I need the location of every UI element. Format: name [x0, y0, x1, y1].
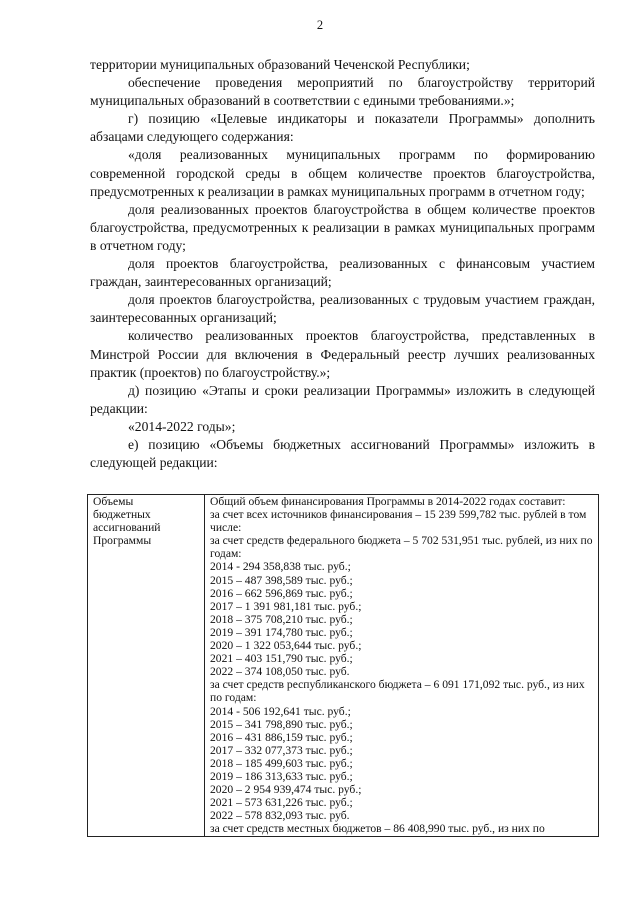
paragraph: «2014-2022 годы»; [128, 418, 236, 434]
budget-content-line: 2016 – 431 886,159 тыс. руб.; [210, 730, 353, 744]
budget-content-line: 2019 – 391 174,780 тыс. руб.; [210, 625, 353, 639]
page-number: 2 [316, 18, 324, 32]
budget-content-line: 2017 – 1 391 981,181 тыс. руб.; [210, 599, 362, 613]
budget-label-cell [88, 495, 205, 837]
budget-label-line: бюджетных [93, 508, 151, 522]
budget-content-line: за счет всех источников финансирования – 15 239 599,782 тыс. рублей в том числе: [210, 508, 587, 535]
paragraph: е) позицию «Объемы бюджетных ассигнований Программы» изложить в следующей редакции: [90, 436, 595, 471]
table-row [88, 495, 599, 837]
budget-content-line: 2016 – 662 596,869 тыс. руб.; [210, 586, 353, 600]
budget-content-line: 2015 – 341 798,890 тыс. руб.; [210, 717, 353, 731]
document-body [90, 56, 595, 472]
budget-content-line: 2022 – 578 832,093 тыс. руб. [210, 809, 350, 823]
budget-content-cell [205, 495, 599, 837]
budget-content-line: 2020 – 2 954 939,474 тыс. руб.; [210, 783, 362, 797]
budget-label-line: ассигнований [93, 521, 161, 535]
budget-content-line: за счет средств местных бюджетов – 86 408,990 тыс. руб., из них по [210, 822, 545, 836]
budget-content-line: 2015 – 487 398,589 тыс. руб.; [210, 573, 353, 587]
budget-content-line: 2021 – 403 151,790 тыс. руб.; [210, 652, 353, 666]
budget-content-line: за счет средств республиканского бюджета – 6 091 171,092 тыс. руб., из них по годам: [210, 678, 585, 705]
paragraph: количество реализованных проектов благоустройства, представленных в Минстрой России для включения в Федеральный реестр лучших реализованных практик (проектов) по благоустройству.»; [90, 328, 595, 380]
budget-table [87, 494, 599, 837]
paragraph: обеспечение проведения мероприятий по благоустройству территорий муниципальных образований в соответствии с едиными требованиями.»; [90, 75, 595, 109]
budget-label-line: Программы [93, 534, 152, 548]
budget-content-line: 2017 – 332 077,373 тыс. руб.; [210, 743, 353, 757]
paragraph: доля реализованных проектов благоустройства в общем количестве проектов благоустройства, предусмотренных к реализации в рамках муниципальных программ в отчетном году; [90, 201, 595, 253]
budget-content-line: Общий объем финансирования Программы в 2014-2022 годах составит: [210, 495, 566, 508]
budget-content-line: за счет средств федерального бюджета – 5 702 531,951 тыс. рублей, из них по годам: [210, 534, 593, 561]
paragraph: «доля реализованных муниципальных программ по формированию современной городской среды в общем количестве проектов благоустройства, предусмотренных к реализации в рамках муниципальных программ в отчетном году; [90, 147, 595, 199]
paragraph: доля проектов благоустройства, реализованных с трудовым участием граждан, заинтересованных организаций; [90, 292, 595, 326]
paragraph: доля проектов благоустройства, реализованных с финансовым участием граждан, заинтересованных организаций; [90, 256, 595, 290]
paragraph: д) позицию «Этапы и сроки реализации Программы» изложить в следующей редакции: [90, 382, 595, 416]
budget-label-line: Объемы [93, 495, 134, 508]
budget-content-line: 2014 - 506 192,641 тыс. руб.; [210, 704, 351, 718]
budget-content-line: 2022 – 374 108,050 тыс. руб. [210, 665, 350, 679]
budget-content-line: 2019 – 186 313,633 тыс. руб.; [210, 769, 353, 783]
budget-content-line: 2021 – 573 631,226 тыс. руб.; [210, 796, 353, 810]
budget-content-line: 2014 - 294 358,838 тыс. руб.; [210, 560, 351, 574]
budget-content-line: 2018 – 375 708,210 тыс. руб.; [210, 612, 353, 626]
paragraph: г) позицию «Целевые индикаторы и показатели Программы» дополнить абзацами следующего содержания: [90, 111, 595, 145]
budget-content-line: 2018 – 185 499,603 тыс. руб.; [210, 756, 353, 770]
budget-content-line: 2020 – 1 322 053,644 тыс. руб.; [210, 639, 362, 653]
paragraph: территории муниципальных образований Чеченской Республики; [90, 57, 470, 72]
